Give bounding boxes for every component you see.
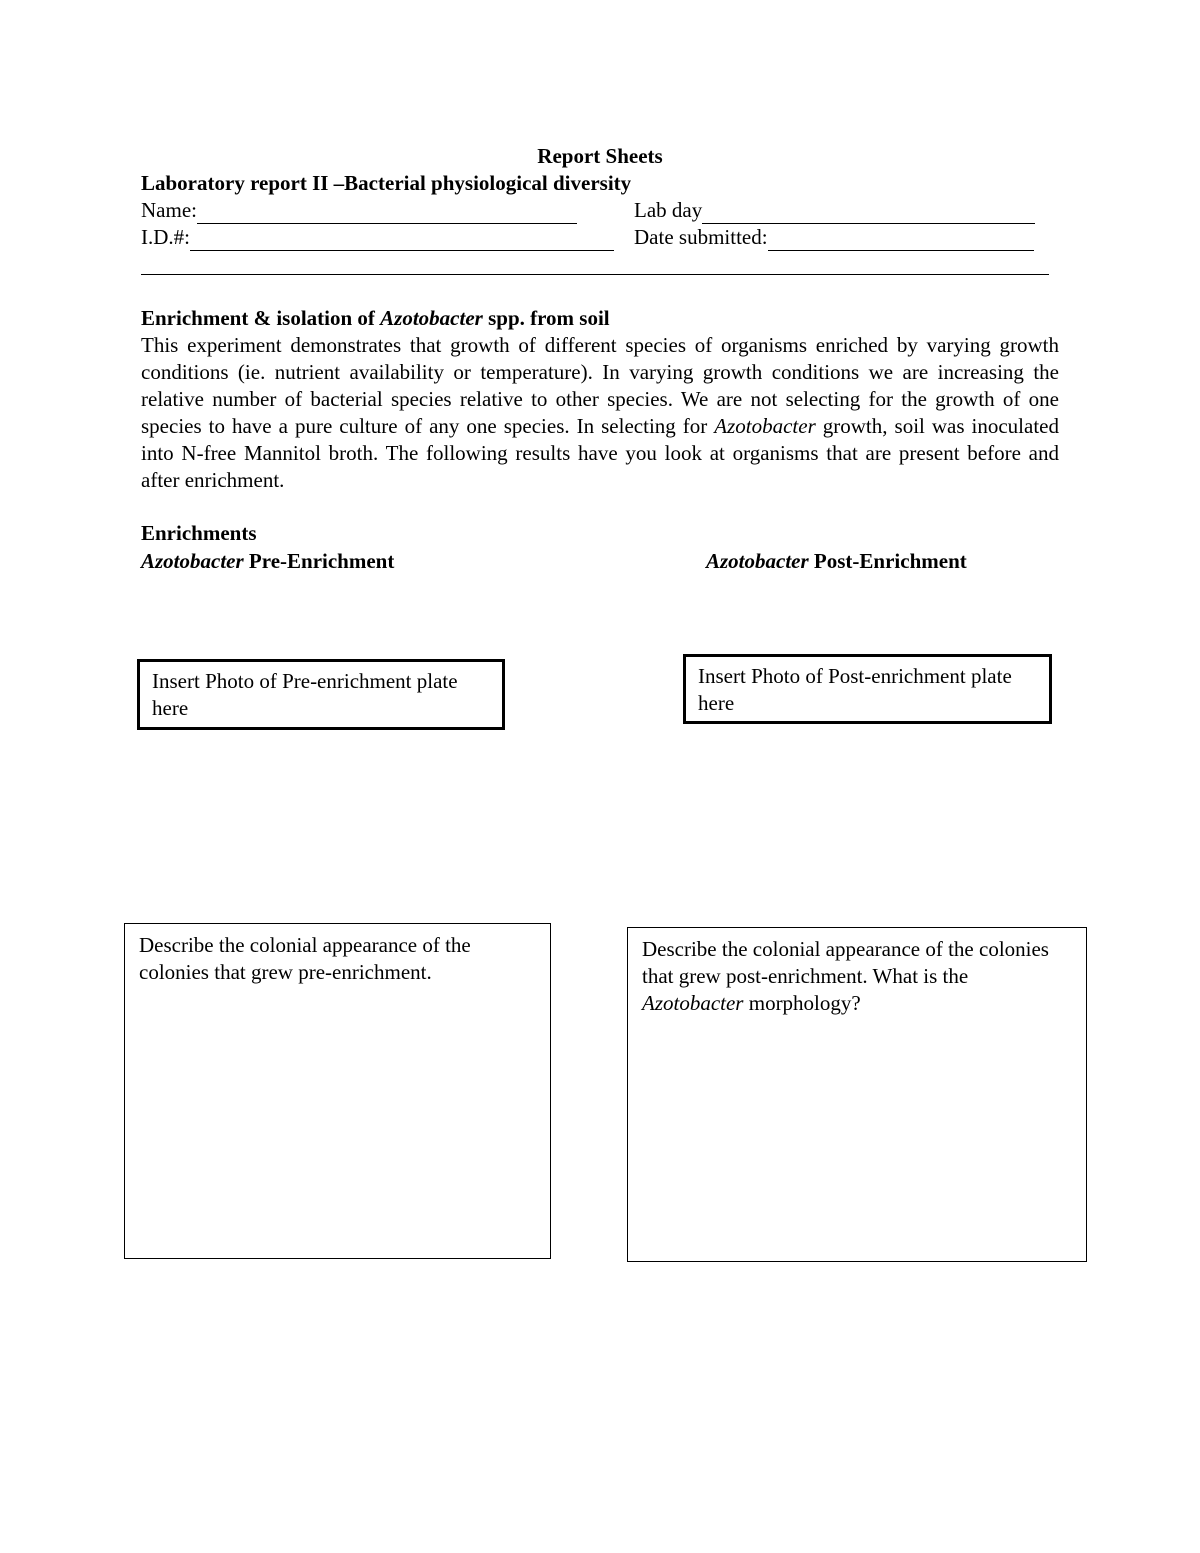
post-enrichment-description-box[interactable] — [627, 927, 1087, 1262]
name-label: Name: — [141, 198, 197, 222]
intro-paragraph: This experiment demonstrates that growth of different species of organisms enriched by varying growth conditions (ie. nutrient availability or temperature). In varying growth conditions we are increasing the relative number of bacterial species relative to other species. We are not selecting for the growth of one species to have a pure culture of any one species. In selecting for Azotobacter growth, soil was inoculated into N-free Mannitol broth. The following results have you look at organisms that are present before and after enrichment. — [141, 333, 1059, 492]
id-label: I.D.#: — [141, 225, 190, 249]
pre-enrichment-heading: Azotobacter Pre-Enrichment — [141, 549, 395, 573]
date-submitted-label: Date submitted: — [634, 225, 768, 249]
report-subtitle: Laboratory report II –Bacterial physiological diversity — [141, 171, 632, 195]
lab-day-field[interactable] — [634, 197, 1035, 224]
date-submitted-field[interactable] — [634, 224, 1034, 251]
post-describe-text: Describe the colonial appearance of the colonies that grew post-enrichment. What is the Azotobacter morphology? — [642, 937, 1049, 1015]
pre-enrichment-photo-box[interactable] — [137, 659, 505, 730]
post-enrichment-heading: Azotobacter Post-Enrichment — [706, 549, 967, 573]
enrichments-title: Enrichments — [141, 521, 257, 545]
divider — [141, 274, 1049, 275]
lab-day-line[interactable] — [702, 203, 1035, 224]
lab-day-label: Lab day — [634, 198, 703, 222]
pre-enrichment-description-box[interactable] — [124, 923, 551, 1259]
pre-describe-text: Describe the colonial appearance of the colonies that grew pre-enrichment. — [139, 933, 471, 984]
page-title: Report Sheets — [537, 144, 663, 168]
id-line[interactable] — [190, 230, 614, 251]
pre-photo-text: Insert Photo of Pre-enrichment plate here — [152, 669, 458, 720]
name-field[interactable] — [141, 197, 577, 224]
post-enrichment-photo-box[interactable] — [683, 654, 1052, 724]
section-heading: Enrichment & isolation of Azotobacter spp. from soil — [141, 306, 610, 330]
id-field[interactable] — [141, 224, 614, 251]
post-photo-text: Insert Photo of Post-enrichment plate here — [698, 664, 1012, 715]
name-line[interactable] — [197, 203, 577, 224]
date-submitted-line[interactable] — [768, 230, 1034, 251]
